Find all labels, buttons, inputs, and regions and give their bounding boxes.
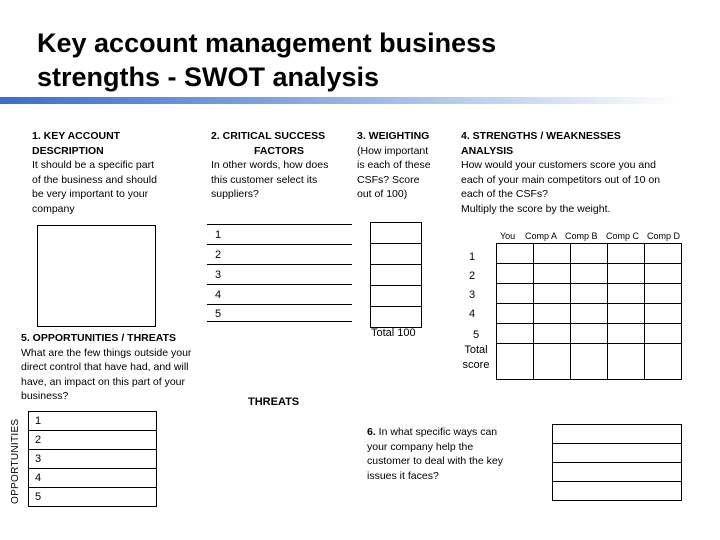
opportunities-threats-block: [21, 331, 191, 404]
score-cell[interactable]: [497, 284, 534, 304]
column-header-comp-c: Comp C: [606, 231, 640, 241]
weighting-cell[interactable]: [371, 244, 422, 265]
score-cell[interactable]: [571, 304, 608, 324]
competitor-score-table: [496, 243, 682, 380]
section3-body-line2: is each of these: [357, 159, 431, 172]
score-cell[interactable]: [571, 324, 608, 344]
score-total-labels: [458, 328, 494, 373]
section6-body-line3: customer to deal with the key: [367, 455, 503, 468]
score-cell[interactable]: [497, 244, 534, 264]
key-issue-cell[interactable]: [553, 425, 682, 444]
key-issue-cell[interactable]: [553, 463, 682, 482]
score-row-3: 3: [469, 289, 476, 301]
section4-body-line4: Multiply the score by the weight.: [461, 202, 611, 215]
opportunity-row-1[interactable]: 1: [29, 412, 157, 431]
score-cell[interactable]: [571, 284, 608, 304]
section6-line1: [367, 425, 503, 440]
slide-title: [37, 26, 657, 94]
section6-body-line4: issues it faces?: [367, 469, 439, 482]
section4-body-line3: each of the CSFs?: [461, 188, 548, 201]
weighting-total-label: Total 100: [371, 327, 416, 339]
column-header-comp-d: Comp D: [647, 231, 681, 241]
section3-heading: 3. WEIGHTING: [357, 130, 430, 142]
score-cell[interactable]: [534, 304, 571, 324]
csf-line-4: [207, 304, 352, 305]
csf-number-4: 4: [215, 289, 222, 301]
score-cell[interactable]: [608, 264, 645, 284]
total-score-cell[interactable]: [534, 344, 571, 380]
weighting-cell[interactable]: [371, 307, 422, 328]
section4-body-line1: How would your customers score you and: [461, 159, 656, 172]
score-cell[interactable]: [571, 264, 608, 284]
key-issue-cell[interactable]: [553, 444, 682, 463]
score-row-4: 4: [469, 308, 476, 320]
weighting-cell[interactable]: [371, 265, 422, 286]
critical-success-factors-block: [211, 129, 328, 202]
score-cell[interactable]: [645, 284, 682, 304]
score-cell[interactable]: [534, 244, 571, 264]
key-issues-table: [552, 424, 682, 501]
section1-body-line1: It should be a specific part: [32, 159, 154, 172]
section6-body-line1: In what specific ways can: [375, 426, 498, 438]
section5-body-line1: What are the few things outside your: [21, 346, 192, 359]
title-underline: [0, 97, 682, 104]
key-account-description-block: [32, 129, 157, 217]
csf-line-2: [207, 264, 352, 265]
score-cell[interactable]: [497, 324, 534, 344]
section4-heading-line1: 4. STRENGTHS / WEAKNESSES: [461, 130, 621, 142]
section5-heading: 5. OPPORTUNITIES / THREATS: [21, 332, 176, 344]
score-row-1: 1: [469, 251, 476, 263]
csf-line-bottom: [207, 321, 352, 322]
csf-line-1: [207, 244, 352, 245]
score-row-5: 5: [472, 329, 480, 341]
column-header-comp-a: Comp A: [525, 231, 558, 241]
total-score-line1: Total: [464, 344, 488, 356]
opportunity-row-5[interactable]: 5: [29, 488, 157, 507]
total-score-cell[interactable]: [608, 344, 645, 380]
title-line-2: strengths - SWOT analysis: [37, 62, 380, 92]
key-issue-cell[interactable]: [553, 482, 682, 501]
weighting-cell[interactable]: [371, 223, 422, 244]
section3-body-line4: out of 100): [357, 188, 408, 201]
key-issues-block: [367, 425, 503, 483]
opportunities-label: OPPORTUNITIES: [10, 418, 21, 504]
weighting-cell[interactable]: [371, 286, 422, 307]
total-score-cell[interactable]: [497, 344, 534, 380]
score-cell[interactable]: [608, 324, 645, 344]
score-cell[interactable]: [608, 244, 645, 264]
section3-body-line3: CSFs? Score: [357, 173, 420, 186]
section5-body-line2: direct control that have had, and will: [21, 361, 189, 374]
score-cell[interactable]: [608, 304, 645, 324]
score-cell[interactable]: [645, 264, 682, 284]
csf-list: [207, 224, 352, 322]
threats-label: THREATS: [248, 396, 300, 408]
section1-heading-line1: 1. KEY ACCOUNT: [32, 130, 121, 142]
score-cell[interactable]: [497, 264, 534, 284]
total-score-cell[interactable]: [645, 344, 682, 380]
section2-body-line2: this customer select its: [211, 173, 318, 186]
csf-number-2: 2: [215, 249, 222, 261]
strengths-weaknesses-block: [461, 129, 660, 217]
opportunity-row-2[interactable]: 2: [29, 431, 157, 450]
section5-body-line4: business?: [21, 390, 69, 403]
column-header-comp-b: Comp B: [565, 231, 598, 241]
opportunities-table: [28, 411, 157, 507]
section6-heading: 6.: [367, 426, 376, 438]
score-cell[interactable]: [645, 244, 682, 264]
csf-line-top: [207, 224, 352, 225]
weighting-table: [370, 222, 422, 328]
section2-body-line3: suppliers?: [211, 188, 259, 201]
score-cell[interactable]: [571, 244, 608, 264]
csf-number-5: 5: [215, 308, 222, 320]
section3-body-line1: (How important: [357, 144, 429, 157]
score-row-labels: [446, 246, 496, 326]
section1-heading-line2: DESCRIPTION: [32, 144, 104, 157]
total-score-cell[interactable]: [571, 344, 608, 380]
csf-number-1: 1: [215, 229, 222, 241]
section1-body-line4: company: [32, 202, 75, 215]
score-cell[interactable]: [534, 324, 571, 344]
score-cell[interactable]: [645, 324, 682, 344]
section2-heading-line1: 2. CRITICAL SUCCESS: [211, 130, 326, 142]
column-header-you: You: [500, 231, 516, 241]
opportunity-row-4[interactable]: 4: [29, 469, 157, 488]
section4-body-line2: each of your main competitors out of 10 on: [461, 173, 661, 186]
score-cell[interactable]: [534, 264, 571, 284]
weighting-block: [357, 129, 431, 202]
total-score-line2: score: [462, 359, 490, 371]
score-cell[interactable]: [534, 284, 571, 304]
title-line-1: Key account management business: [37, 28, 497, 58]
section6-body-line2: your company help the: [367, 440, 474, 453]
score-cell[interactable]: [645, 304, 682, 324]
section1-body-line2: of the business and should: [32, 173, 157, 186]
score-cell[interactable]: [608, 284, 645, 304]
csf-number-3: 3: [215, 269, 222, 281]
section4-heading-line2: ANALYSIS: [461, 144, 514, 157]
score-row-2: 2: [469, 270, 476, 282]
section2-heading-line2: FACTORS: [254, 144, 304, 157]
section5-body-line3: have, an impact on this part of your: [21, 375, 186, 388]
key-account-input-box[interactable]: [37, 225, 156, 327]
section2-body-line1: In other words, how does: [211, 159, 329, 172]
opportunity-row-3[interactable]: 3: [29, 450, 157, 469]
section1-body-line3: be very important to your: [32, 188, 149, 201]
score-cell[interactable]: [497, 304, 534, 324]
csf-line-3: [207, 284, 352, 285]
